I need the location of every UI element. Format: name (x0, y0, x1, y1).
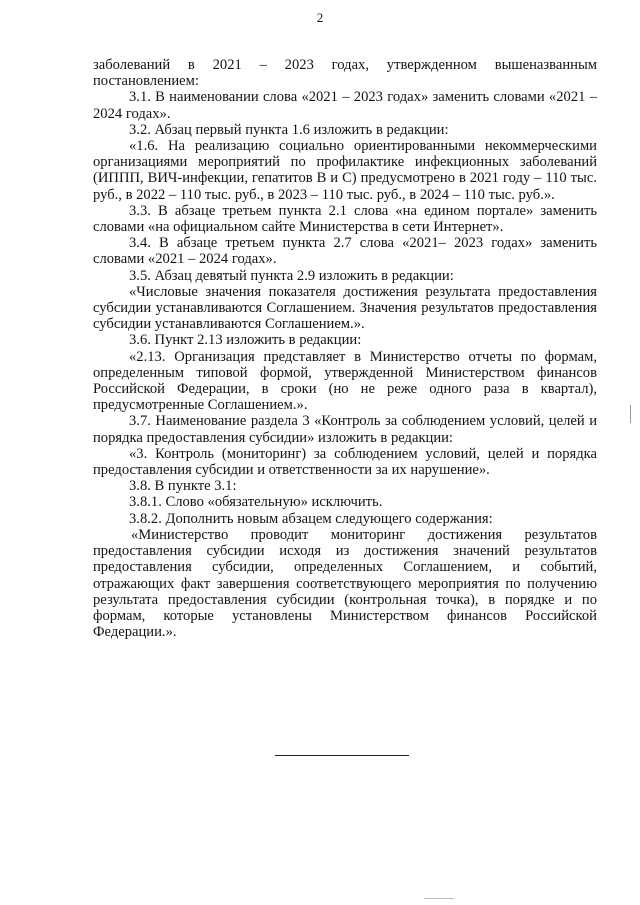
scan-bottom-mark (424, 898, 454, 899)
paragraph-quote-monitoring: «Министерство проводит мониторинг достижения результатов предоставления субсидии исходя из достижения значений результатов предоставления субсидии, определенных Соглашением, и событий, отражающих факт завершения соответствующего мероприятия по получению результата предоставления субсидии (контрольная точка), в порядке и по формам, которые установлены Министерством финансов Российской Федерации.». (93, 526, 597, 641)
paragraph-3-7: 3.7. Наименование раздела 3 «Контроль за соблюдением условий, целей и порядка предоставления субсидии» изложить в редакции: (93, 413, 597, 446)
paragraph-3-6: 3.6. Пункт 2.13 изложить в редакции: (129, 332, 362, 349)
paragraph-quote-1-6: «1.6. На реализацию социально ориентированными некоммерческими организациями мероприятий по профилактике инфекционных заболеваний (ИППП, ВИЧ-инфекции, гепатитов В и С) предусмотрено в 2021 году – 110 тыс. руб., в 2022 – 110 тыс. руб., в 2023 – 110 тыс. руб., в 2024 – 110 тыс. руб.». (93, 138, 597, 203)
paragraph-3-8-2: 3.8.2. Дополнить новым абзацем следующего содержания: (129, 510, 493, 527)
paragraph-continuation: заболеваний в 2021 – 2023 годах, утвержденном вышеназванным постановлением: (93, 57, 597, 90)
page-number: 2 (316, 10, 324, 25)
document-body (93, 57, 597, 640)
paragraph-3-1: 3.1. В наименовании слова «2021 – 2023 годах» заменить словами «2021 – 2024 годах». (93, 89, 597, 122)
paragraph-quote-2-9: «Числовые значения показателя достижения результата предоставления субсидии устанавливаются Соглашением. Значения результатов предоставления субсидии устанавливаются Соглашением.». (93, 283, 597, 333)
paragraph-3-3: 3.3. В абзаце третьем пункта 2.1 слова «на едином портале» заменить словами «на официальном сайте Министерства в сети Интернет». (93, 202, 597, 236)
paragraph-3-4: 3.4. В абзаце третьем пункта 2.7 слова «2021– 2023 годах» заменить словами «2021 – 2024 годах». (93, 235, 597, 268)
paragraph-3-8: 3.8. В пункте 3.1: (129, 478, 237, 495)
scan-edge-mark (630, 405, 631, 423)
paragraph-quote-section-3: «3. Контроль (мониторинг) за соблюдением условий, целей и порядка предоставления субсидии и ответственности за их нарушение». (93, 445, 597, 479)
paragraph-3-8-1: 3.8.1. Слово «обязательную» исключить. (129, 494, 383, 511)
end-divider-line (275, 755, 409, 756)
paragraph-3-2: 3.2. Абзац первый пункта 1.6 изложить в редакции: (129, 121, 449, 138)
paragraph-3-5: 3.5. Абзац девятый пункта 2.9 изложить в редакции: (129, 267, 454, 284)
paragraph-quote-2-13: «2.13. Организация представляет в Министерство отчеты по формам, определенным типовой формой, утвержденной Министерством финансов Российской Федерации, в сроки (но не реже одного раза в квартал), предусмотренные Соглашением.». (93, 348, 597, 414)
